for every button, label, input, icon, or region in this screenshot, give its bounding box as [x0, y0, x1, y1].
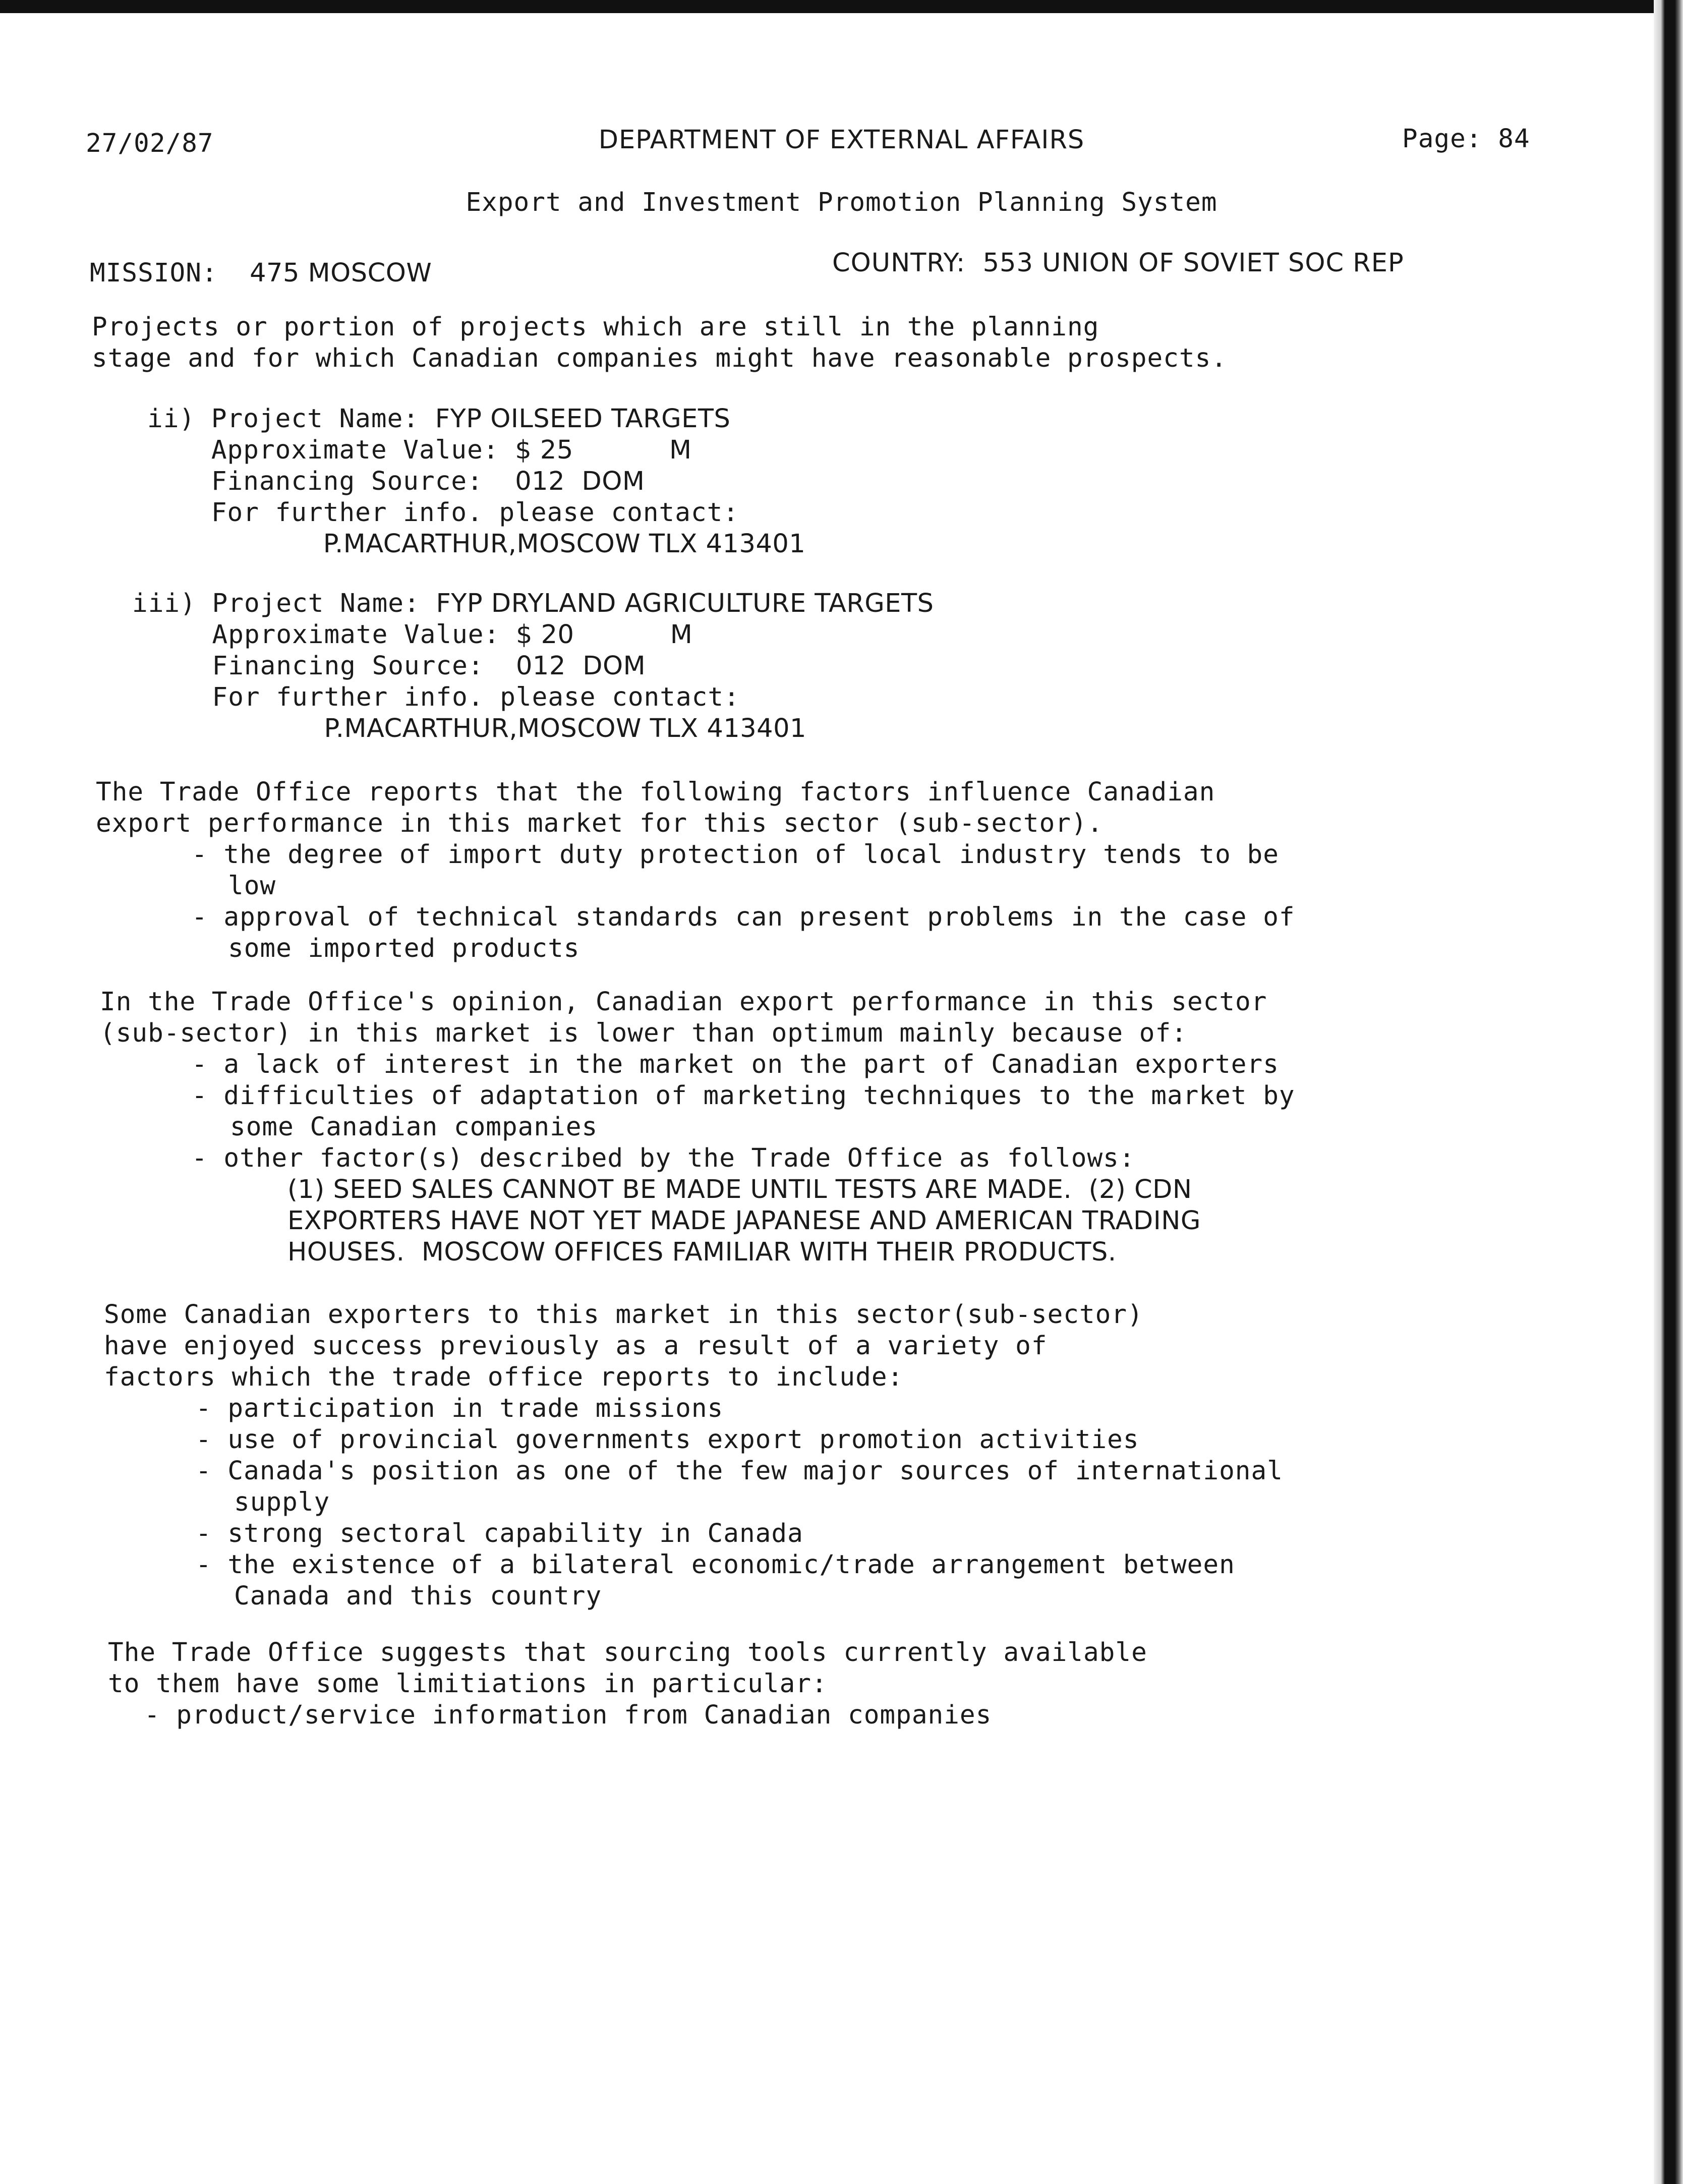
scan-top-edge [0, 0, 1683, 13]
project-numeral: iii) [132, 589, 196, 618]
sourcing-bullet: - product/service information from Canadian companies [144, 1700, 992, 1730]
page-number [1402, 124, 1530, 154]
page-label: Page: [1402, 124, 1482, 154]
trade-office-note: EXPORTERS HAVE NOT YET MADE JAPANESE AND AMERICAN TRADING [287, 1206, 1201, 1236]
factors-paragraph [96, 777, 1295, 964]
financing-label: Financing Source: [211, 467, 483, 496]
scan-right-edge [1654, 0, 1683, 2184]
value-label: Approximate Value: [212, 620, 500, 650]
success-bullet: - Canada's position as one of the few major sources of international [196, 1456, 1283, 1486]
project-numeral: ii) [147, 404, 196, 434]
project-contact-line [132, 682, 934, 713]
department-title: DEPARTMENT OF EXTERNAL AFFAIRS [598, 125, 1085, 155]
trade-office-note: HOUSES. MOSCOW OFFICES FAMILIAR WITH THEIR PRODUCTS. [287, 1237, 1117, 1267]
success-bullet: - the existence of a bilateral economic/trade arrangement between [196, 1550, 1235, 1580]
success-paragraph [104, 1299, 1283, 1612]
opinion-paragraph [100, 987, 1295, 1268]
project-contact-value-line [147, 529, 805, 560]
project-name-value: FYP OILSEED TARGETS [435, 404, 731, 434]
opinion-bullet-continued: some Canadian companies [230, 1112, 598, 1142]
success-bullet-continued: Canada and this country [234, 1581, 602, 1611]
project-name-label: Project Name: [211, 404, 420, 434]
value-unit: M [669, 435, 692, 465]
financing-label: Financing Source: [212, 651, 484, 681]
success-bullet: - use of provincial governments export promotion activities [196, 1425, 1139, 1455]
country-label: COUNTRY: [832, 248, 966, 278]
project-financing-line [132, 651, 934, 682]
project-entry [147, 404, 805, 560]
success-line: Some Canadian exporters to this market in this sector(sub-sector) [104, 1300, 1143, 1330]
project-name-label: Project Name: [212, 589, 420, 618]
intro-line: Projects or portion of projects which are still in the planning [92, 312, 1099, 342]
success-bullet: - strong sectoral capability in Canada [196, 1519, 803, 1548]
system-subtitle: Export and Investment Promotion Planning System [466, 188, 1217, 217]
opinion-line: (sub-sector) in this market is lower than optimum mainly because of: [100, 1018, 1187, 1048]
success-bullet-continued: supply [234, 1487, 330, 1517]
contact-value: P.MACARTHUR,MOSCOW TLX 413401 [324, 714, 806, 743]
project-name-line [147, 404, 805, 435]
factors-line: The Trade Office reports that the following factors influence Canadian [96, 777, 1215, 807]
factor-bullet-continued: low [228, 871, 276, 901]
factor-bullet: - approval of technical standards can present problems in the case of [192, 902, 1295, 932]
country-value: 553 UNION OF SOVIET SOC REP [982, 248, 1404, 278]
intro-paragraph [92, 312, 1227, 374]
project-contact-line [147, 497, 805, 529]
country-line [832, 248, 1404, 278]
mission-line [90, 258, 432, 289]
project-entry [132, 588, 934, 744]
project-value-line [132, 619, 934, 651]
mission-value: 475 MOSCOW [250, 258, 432, 288]
report-date: 27/02/87 [86, 129, 214, 158]
financing-value: 012 DOM [515, 467, 645, 496]
opinion-bullet: - difficulties of adaptation of marketing techniques to the market by [192, 1081, 1295, 1111]
contact-label: For further info. please contact: [212, 682, 740, 712]
value-amount: $ 20 [515, 620, 574, 650]
intro-line: stage and for which Canadian companies might have reasonable prospects. [92, 343, 1228, 373]
financing-value: 012 DOM [515, 651, 646, 681]
sourcing-paragraph [108, 1637, 1147, 1731]
trade-office-note: (1) SEED SALES CANNOT BE MADE UNTIL TESTS ARE MADE. (2) CDN [287, 1175, 1192, 1204]
page-value: 84 [1498, 124, 1530, 154]
opinion-bullet: - a lack of interest in the market on the part of Canadian exporters [192, 1050, 1279, 1079]
value-label: Approximate Value: [211, 435, 499, 465]
success-line: have enjoyed success previously as a result of a variety of [104, 1331, 1048, 1361]
sourcing-line: The Trade Office suggests that sourcing tools currently available [108, 1638, 1147, 1668]
opinion-bullet: - other factor(s) described by the Trade Office as follows: [192, 1143, 1135, 1173]
success-bullet: - participation in trade missions [196, 1394, 724, 1423]
project-financing-line [147, 466, 805, 497]
factors-line: export performance in this market for this sector (sub-sector). [96, 809, 1104, 838]
factor-bullet: - the degree of import duty protection of local industry tends to be [192, 840, 1279, 870]
opinion-line: In the Trade Office's opinion, Canadian export performance in this sector [100, 987, 1267, 1017]
contact-label: For further info. please contact: [211, 498, 739, 528]
contact-value: P.MACARTHUR,MOSCOW TLX 413401 [323, 529, 806, 559]
project-name-line [132, 588, 934, 619]
success-line: factors which the trade office reports to include: [104, 1362, 904, 1392]
mission-label: MISSION: [90, 258, 218, 288]
project-contact-value-line [132, 713, 934, 744]
value-unit: M [670, 620, 693, 650]
project-value-line [147, 435, 805, 466]
sourcing-line: to them have some limitiations in particular: [108, 1669, 828, 1699]
factor-bullet-continued: some imported products [228, 934, 580, 963]
project-name-value: FYP DRYLAND AGRICULTURE TARGETS [436, 589, 934, 618]
value-amount: $ 25 [515, 435, 573, 465]
